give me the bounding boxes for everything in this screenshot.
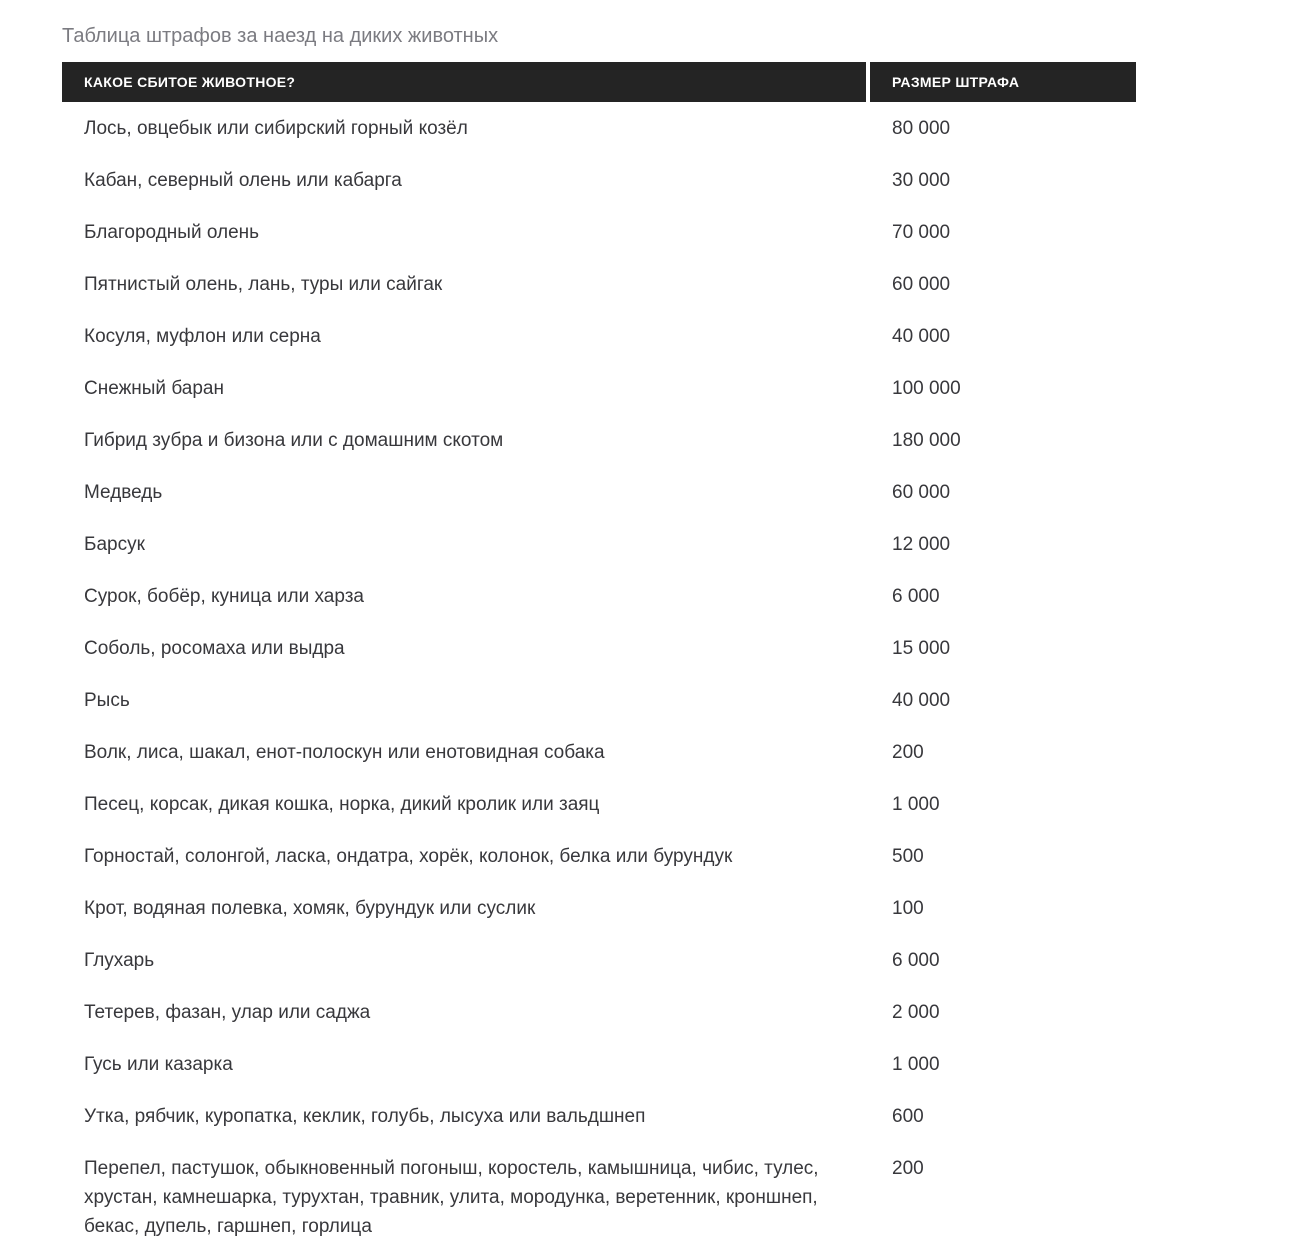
table-row [62,622,1136,674]
table-row [62,1090,1136,1142]
table-row [62,362,1136,414]
animal-cell: Барсук [84,533,145,555]
fines-table [62,62,1136,1252]
animal-cell: Гибрид зубра и бизона или с домашним скотом [84,429,504,451]
animal-cell: Пятнистый олень, лань, туры или сайгак [84,273,443,295]
table-row [62,466,1136,518]
table-row [62,934,1136,986]
animal-cell: Горностай, солонгой, ласка, ондатра, хорёк, колонок, белка или бурундук [84,845,733,867]
table-row [62,310,1136,362]
animal-cell: Косуля, муфлон или серна [84,325,321,347]
fine-cell: 80 000 [892,117,951,139]
table-body [62,102,1136,1252]
animal-cell: Медведь [84,481,163,503]
fine-cell: 6 000 [892,949,940,971]
table-row [62,778,1136,830]
table-row [62,986,1136,1038]
animal-cell: Перепел, пастушок, обыкновенный погоныш, коростель, камышница, чибис, тулес, хрустан, камнешарка, турухтан, травник, улита, мородунка, веретенник, кроншнеп, бекас, дупель, гаршнеп, горлица [84,1157,819,1237]
animal-cell: Крот, водяная полевка, хомяк, бурундук или суслик [84,897,536,919]
table-row [62,414,1136,466]
table-row [62,518,1136,570]
table-row [62,674,1136,726]
fine-cell: 600 [892,1105,924,1127]
table-row [62,154,1136,206]
fine-cell: 15 000 [892,637,951,659]
fine-cell: 100 000 [892,377,961,399]
animal-cell: Благородный олень [84,221,260,243]
animal-cell: Снежный баран [84,377,224,399]
fine-cell: 1 000 [892,1053,940,1075]
fine-cell: 200 [892,741,924,763]
fine-cell: 180 000 [892,429,961,451]
table-row [62,726,1136,778]
table-row [62,1038,1136,1090]
table-row [62,102,1136,154]
table-row [62,1142,1136,1252]
page-title: Таблица штрафов за наезд на диких животных [62,25,499,47]
fine-cell: 30 000 [892,169,951,191]
fine-cell: 6 000 [892,585,940,607]
table-row [62,882,1136,934]
fine-cell: 2 000 [892,1001,940,1023]
animal-cell: Рысь [84,689,130,711]
fine-cell: 70 000 [892,221,951,243]
animal-cell: Лось, овцебык или сибирский горный козёл [84,117,468,139]
column-header-animal: КАКОЕ СБИТОЕ ЖИВОТНОЕ? [62,62,866,102]
table-header-row [62,62,1136,102]
animal-cell: Утка, рябчик, куропатка, кеклик, голубь, лысуха или вальдшнеп [84,1105,646,1127]
fine-cell: 1 000 [892,793,940,815]
fine-cell: 60 000 [892,273,951,295]
table-row [62,830,1136,882]
column-header-fine: РАЗМЕР ШТРАФА [870,62,1136,102]
fine-cell: 60 000 [892,481,951,503]
animal-cell: Глухарь [84,949,155,971]
fine-cell: 500 [892,845,924,867]
animal-cell: Соболь, росомаха или выдра [84,637,345,659]
table-row [62,206,1136,258]
fine-cell: 12 000 [892,533,951,555]
animal-cell: Сурок, бобёр, куница или харза [84,585,364,607]
fine-cell: 200 [892,1157,924,1179]
fine-cell: 40 000 [892,325,951,347]
fine-cell: 100 [892,897,924,919]
animal-cell: Гусь или казарка [84,1053,233,1075]
animal-cell: Волк, лиса, шакал, енот-полоскун или енотовидная собака [84,741,605,763]
animal-cell: Песец, корсак, дикая кошка, норка, дикий кролик или заяц [84,793,600,815]
table-row [62,570,1136,622]
animal-cell: Кабан, северный олень или кабарга [84,169,402,191]
table-row [62,258,1136,310]
fine-cell: 40 000 [892,689,951,711]
animal-cell: Тетерев, фазан, улар или саджа [84,1001,371,1023]
